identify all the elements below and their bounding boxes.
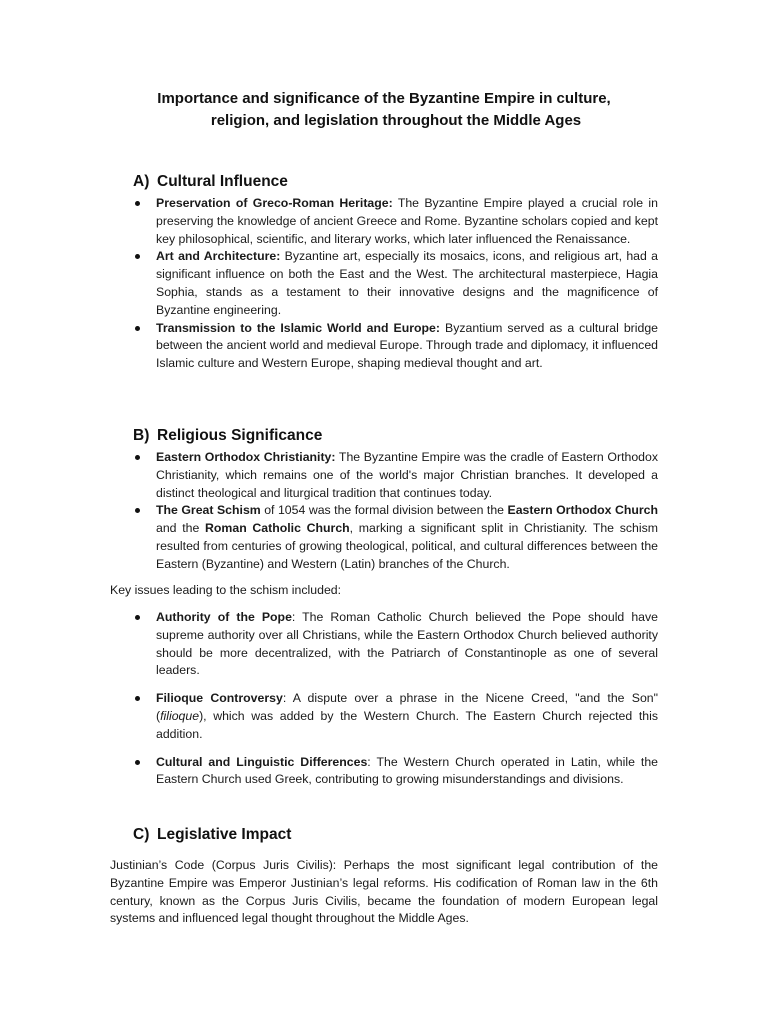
- section-b-heading: [133, 427, 322, 445]
- list-item: [156, 690, 658, 743]
- item-text: : The Roman Catholic Church believed the Pope should have supreme authority over all Christians, while the Eastern Orthodox Church believed authority should be more decentralized, with the Patriarch of Constantinople as one of several leaders.: [156, 610, 658, 678]
- item-label: Filioque Controversy: [156, 691, 283, 706]
- item-text: , marking a significant split in Christianity. The schism resulted from centuries of growing theological, political, and cultural differences between the Eastern (Byzantine) and Western (Latin) branches of the Church.: [156, 521, 658, 571]
- list-item: [156, 248, 658, 319]
- item-text: of 1054 was the formal division between the: [260, 503, 508, 518]
- section-c-title: Legislative Impact: [157, 826, 292, 843]
- item-label: Art and Architecture:: [156, 249, 281, 264]
- page-title: [110, 88, 658, 132]
- item-bold: Eastern Orthodox Church: [507, 503, 658, 518]
- item-label: Preservation of Greco-Roman Heritage:: [156, 196, 393, 210]
- section-b-list: [156, 449, 658, 574]
- item-text: The Byzantine Empire was the cradle of Eastern Orthodox Christianity, which remains one of the world's major Christian branches. It developed a distinct theological and liturgical tradition that continues today.: [156, 450, 658, 500]
- item-label: The Great Schism: [156, 503, 261, 518]
- item-italic: filioque: [160, 708, 200, 723]
- section-c-heading: [133, 826, 291, 844]
- item-text: : A dispute over a phrase in the Nicene Creed, "and the Son" (: [156, 691, 658, 723]
- section-b-title: Religious Significance: [157, 427, 323, 444]
- section-a-letter: A): [133, 173, 150, 190]
- title-line-1: Importance and significance of the Byzantine Empire in culture,: [157, 90, 611, 107]
- key-issues-list: [156, 609, 658, 799]
- list-item: [156, 449, 658, 502]
- item-text: and the: [156, 521, 206, 536]
- item-label: Eastern Orthodox Christianity:: [156, 450, 336, 464]
- item-text: Byzantium served as a cultural bridge between the ancient world and medieval Europe. Through trade and diplomacy, it influenced Islamic culture and Western Europe, shaping medieval thought and art.: [156, 320, 659, 371]
- item-label: Authority of the Pope: [156, 610, 292, 624]
- section-b-letter: B): [133, 427, 150, 444]
- section-c-paragraph: Justinian’s Code (Corpus Juris Civilis): Perhaps the most significant legal contribution of the Byzantine Empire was Emperor Justinian’s legal reforms. His codification of Roman law in the 6th century, known as the Corpus Juris Civilis, became the foundation of modern European legal systems and influenced legal thought throughout the Middle Ages.: [110, 858, 658, 926]
- item-bold: Roman Catholic Church: [205, 521, 350, 536]
- list-item: [156, 195, 658, 248]
- item-label: Cultural and Linguistic Differences: [156, 754, 368, 769]
- title-line-2: religion, and legislation throughout the Middle Ages: [210, 112, 582, 129]
- section-a-title: Cultural Influence: [157, 173, 288, 190]
- section-c-letter: C): [133, 826, 150, 843]
- section-a-list: [156, 195, 658, 373]
- list-item: [156, 609, 658, 680]
- key-issues-intro: Key issues leading to the schism included:: [110, 583, 342, 597]
- item-text: Byzantine art, especially its mosaics, icons, and religious art, had a significant influence on both the East and the West. The architectural masterpiece, Hagia Sophia, stands as a testament to their innovative designs and the magnificence of Byzantine engineering.: [156, 249, 659, 317]
- list-item: [156, 320, 658, 373]
- item-text: ), which was added by the Western Church. The Eastern Church rejected this addition.: [156, 708, 658, 741]
- item-text: : The Western Church operated in Latin, while the Eastern Church used Greek, contributing to growing misunderstandings and divisions.: [156, 754, 658, 787]
- item-label: Transmission to the Islamic World and Europe:: [156, 320, 440, 335]
- list-item: [156, 502, 658, 573]
- list-item: [156, 754, 658, 790]
- section-a-heading: [133, 173, 288, 191]
- item-text: The Byzantine Empire played a crucial role in preserving the knowledge of ancient Greece and Rome. Byzantine scholars copied and kept key philosophical, scientific, and literary works, which later influenced the Renaissance.: [156, 196, 658, 246]
